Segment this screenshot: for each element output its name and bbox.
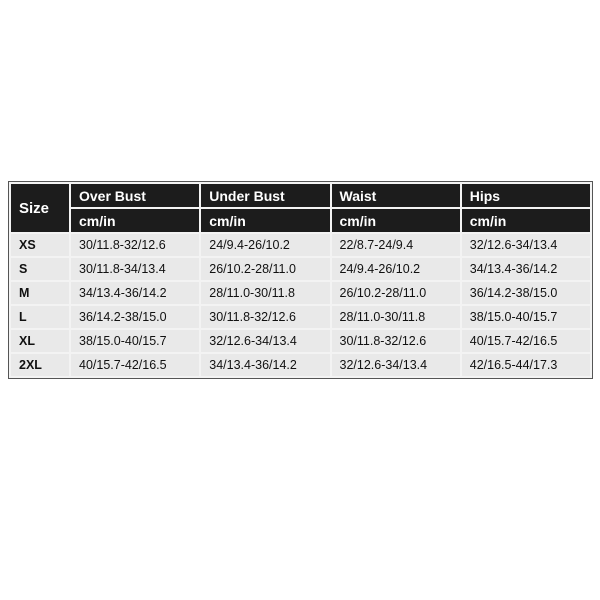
under-bust-cell: 26/10.2-28/11.0 — [201, 258, 329, 280]
column-header-waist: Waist — [332, 184, 460, 207]
unit-header-under-bust: cm/in — [201, 209, 329, 232]
unit-header-hips: cm/in — [462, 209, 590, 232]
under-bust-cell: 24/9.4-26/10.2 — [201, 234, 329, 256]
over-bust-cell: 30/11.8-32/12.6 — [71, 234, 199, 256]
size-cell: M — [11, 282, 69, 304]
over-bust-cell: 40/15.7-42/16.5 — [71, 354, 199, 376]
table-row — [11, 330, 590, 352]
size-cell: S — [11, 258, 69, 280]
table-body — [11, 234, 590, 376]
size-table — [9, 182, 592, 378]
waist-cell: 30/11.8-32/12.6 — [332, 330, 460, 352]
hips-cell: 40/15.7-42/16.5 — [462, 330, 590, 352]
header-row-units — [11, 209, 590, 232]
column-header-hips: Hips — [462, 184, 590, 207]
over-bust-cell: 34/13.4-36/14.2 — [71, 282, 199, 304]
column-header-over-bust: Over Bust — [71, 184, 199, 207]
hips-cell: 32/12.6-34/13.4 — [462, 234, 590, 256]
under-bust-cell: 32/12.6-34/13.4 — [201, 330, 329, 352]
unit-header-waist: cm/in — [332, 209, 460, 232]
size-cell: XL — [11, 330, 69, 352]
under-bust-cell: 28/11.0-30/11.8 — [201, 282, 329, 304]
table-row — [11, 306, 590, 328]
waist-cell: 28/11.0-30/11.8 — [332, 306, 460, 328]
under-bust-cell: 34/13.4-36/14.2 — [201, 354, 329, 376]
table-row — [11, 234, 590, 256]
header-row-names — [11, 184, 590, 207]
over-bust-cell: 38/15.0-40/15.7 — [71, 330, 199, 352]
over-bust-cell: 36/14.2-38/15.0 — [71, 306, 199, 328]
size-cell: L — [11, 306, 69, 328]
hips-cell: 34/13.4-36/14.2 — [462, 258, 590, 280]
hips-cell: 42/16.5-44/17.3 — [462, 354, 590, 376]
waist-cell: 32/12.6-34/13.4 — [332, 354, 460, 376]
size-column-header: Size — [11, 184, 69, 232]
waist-cell: 24/9.4-26/10.2 — [332, 258, 460, 280]
unit-header-over-bust: cm/in — [71, 209, 199, 232]
under-bust-cell: 30/11.8-32/12.6 — [201, 306, 329, 328]
waist-cell: 22/8.7-24/9.4 — [332, 234, 460, 256]
size-chart — [8, 181, 593, 379]
size-cell: 2XL — [11, 354, 69, 376]
waist-cell: 26/10.2-28/11.0 — [332, 282, 460, 304]
table-row — [11, 354, 590, 376]
column-header-under-bust: Under Bust — [201, 184, 329, 207]
hips-cell: 36/14.2-38/15.0 — [462, 282, 590, 304]
table-row — [11, 258, 590, 280]
over-bust-cell: 30/11.8-34/13.4 — [71, 258, 199, 280]
table-row — [11, 282, 590, 304]
hips-cell: 38/15.0-40/15.7 — [462, 306, 590, 328]
size-cell: XS — [11, 234, 69, 256]
table-header — [11, 184, 590, 232]
